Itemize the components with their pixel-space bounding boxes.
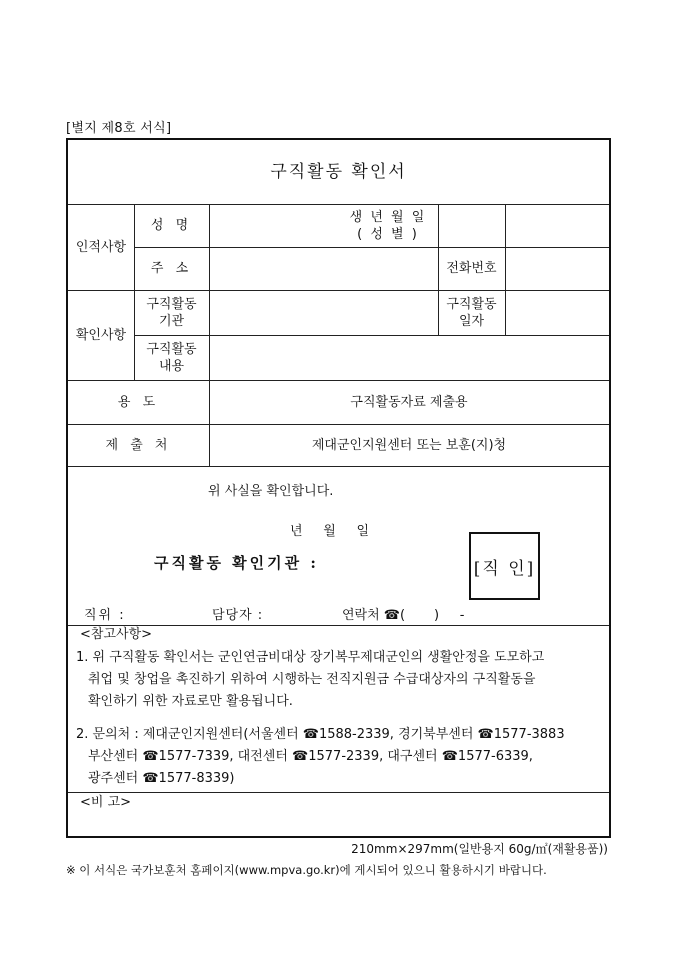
org-label-line2: 기관 [158,313,185,329]
date-field[interactable] [505,290,609,335]
certify-text: 위 사실을 확인합니다. [208,484,334,499]
form-number-label: [별지 제8호 서식] [66,121,172,136]
date-label [438,290,505,335]
dob-label-line2: ( 성 별 ) [357,226,419,242]
personal-section-label: 인적사항 [75,239,127,255]
date-label-line1: 구직활동 [446,296,497,312]
person-label: 담당자 : [212,608,264,623]
content-label [134,335,209,380]
address-field[interactable] [209,247,438,290]
note2-line3: 광주센터 ☎1577-8339) [88,771,235,786]
date-line: 년 월 일 [290,524,369,539]
org-field[interactable] [209,290,438,335]
paper-size-note: 210mm×297mm(일반용지 60g/㎡(재활용품)) [351,842,608,856]
phone-field[interactable] [505,247,609,290]
content-label-line2: 내용 [158,358,185,374]
remarks-label: <비 고> [80,795,132,810]
usage-value: 구직활동자료 제출용 [350,394,468,410]
footer-note: ※ 이 서식은 국가보훈처 홈페이지(www.mpva.go.kr)에 게시되어 있으니 활용하시기 바랍니다. [66,863,547,877]
dob-field[interactable] [438,204,609,247]
submit-to-value: 제대군인지원센터 또는 보훈(지)청 [311,437,507,453]
note2-line2: 부산센터 ☎1577-7339, 대전센터 ☎1577-2339, 대구센터 ☎1577-6339, [88,749,533,764]
address-label: 주 소 [150,261,193,276]
remarks-field[interactable] [68,812,609,836]
note2-line1: 2. 문의처 : 제대군인지원센터(서울센터 ☎1588-2339, 경기북부센터 ☎1577-3883 [76,727,565,742]
dob-label-line1: 생 년 월 일 [349,209,427,225]
form-title: 구직활동 확인서 [270,161,407,182]
divider [68,466,609,467]
submit-to-label: 제 출 처 [105,437,172,453]
org-label-line1: 구직활동 [146,296,197,312]
official-seal-box: [직 인] [469,532,540,600]
name-label: 성 명 [150,218,193,233]
content-field[interactable] [209,335,609,380]
divider [68,792,609,793]
content-label-line1: 구직활동 [146,341,197,357]
note1-line1: 1. 위 구직활동 확인서는 군인연금비대상 장기복무제대군인의 생활안정을 도모하고 [76,650,545,665]
position-label: 직위 : [84,608,126,623]
notes-heading: <참고사항> [80,627,153,642]
contact-label: 연락처 ☎( ) - [342,608,465,623]
org-label [134,290,209,335]
dob-label [338,204,438,247]
form-frame [66,138,611,838]
note1-line2: 취업 및 창업을 촉진하기 위하여 시행하는 전직지원금 수급대상자의 구직활동을 [88,672,536,687]
date-label-line2: 일자 [458,313,485,329]
phone-label: 전화번호 [446,261,497,276]
note1-line3: 확인하기 위한 자료로만 활용됩니다. [88,694,293,709]
confirm-section-label: 확인사항 [75,327,127,343]
usage-label: 용 도 [117,394,160,410]
issuer-label: 구직활동 확인기관 : [154,554,319,572]
